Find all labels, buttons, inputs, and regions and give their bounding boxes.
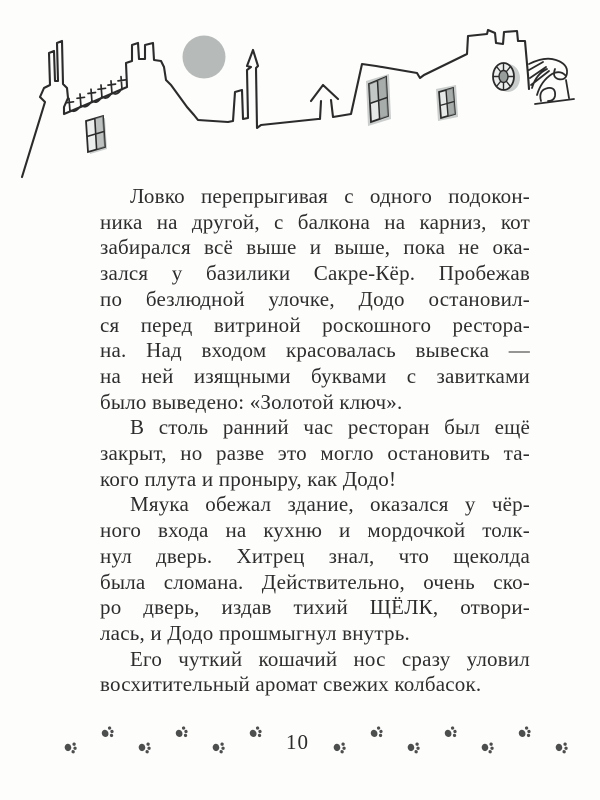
text-line: закрыт, но разве это могло остановить та- — [100, 441, 530, 466]
paw-print-icon — [517, 725, 533, 741]
text-line: ся перед витриной роскошного рестора- — [100, 312, 530, 337]
text-line: нул дверь. Хитрец знал, что щеколда — [100, 543, 530, 568]
paragraph — [100, 647, 530, 698]
paragraph — [100, 492, 530, 646]
paragraph — [100, 415, 530, 492]
paw-print-icon — [174, 725, 190, 741]
text-line: В столь ранний час ресторан был ещё — [130, 415, 530, 440]
paw-print-icon — [248, 725, 264, 741]
text-line: Мяука обежал здание, оказался у чёр- — [130, 492, 530, 517]
paw-print-icon — [332, 740, 347, 755]
text-line: восхитительный аромат свежих колбасок. — [100, 672, 482, 697]
mid-roof-window — [366, 74, 391, 126]
paw-print-icon — [443, 725, 459, 741]
paw-print-icon — [554, 740, 569, 755]
paw-print-icon — [63, 740, 78, 755]
text-line: ника на другой, с балкона на карниз, кот — [100, 209, 530, 234]
paw-print-icon — [137, 740, 152, 755]
text-line: была сломана. Действительно, очень ско- — [100, 569, 530, 594]
text-line: Ловко перепрыгивая с одного подокон- — [130, 184, 530, 208]
paw-print-icon — [406, 740, 421, 755]
text-line: забирался всё выше и выше, пока не ока- — [100, 235, 530, 260]
skylight-window — [86, 116, 107, 154]
rooftops-sketch-svg — [0, 0, 600, 185]
paw-print-icon — [480, 740, 495, 755]
text-line: на. Над входом красовалась вывеска — — [100, 338, 530, 363]
rooftops-illustration — [0, 0, 600, 185]
paw-print-icon — [211, 740, 226, 755]
text-line: зался у базилики Сакре-Кёр. Пробежав — [100, 261, 530, 286]
footer-paw-row — [64, 726, 568, 762]
moon — [183, 36, 226, 79]
paw-print-icon — [443, 725, 459, 741]
roof-railing — [66, 77, 126, 112]
paw-print-icon — [63, 740, 78, 755]
right-roof-window — [436, 85, 458, 121]
paw-print-icon — [369, 725, 385, 741]
page-number: 10 — [286, 730, 309, 754]
paw-print-icon — [100, 725, 116, 741]
paw-print-icon — [248, 725, 264, 741]
text-line: было выведено: «Золотой ключ». — [100, 389, 403, 414]
text-line: Его чуткий кошачий нос сразу уловил — [130, 646, 530, 671]
paw-print-icon — [211, 740, 226, 755]
text-line: на ней изящными буквами с завитками — [100, 363, 530, 388]
paw-print-icon — [517, 725, 533, 741]
paw-print-icon — [369, 725, 385, 741]
text-line: лась, и Додо прошмыгнул внутрь. — [100, 620, 410, 645]
story-text — [100, 184, 530, 698]
text-line: по безлюдной улочке, Додо остановил- — [100, 286, 530, 311]
paragraph — [100, 184, 530, 415]
paw-print-icon — [137, 740, 152, 755]
paw-print-icon — [554, 740, 569, 755]
paw-print-icon — [480, 740, 495, 755]
paw-print-icon — [332, 740, 347, 755]
rosette-window — [493, 63, 520, 92]
text-line: ро дверь, издав тихий ЩЁЛК, отвори- — [100, 595, 530, 620]
text-line: ного входа на кухню и мордочкой толк- — [100, 518, 530, 543]
paw-print-icon — [406, 740, 421, 755]
scroll-ornament — [529, 59, 574, 104]
paw-print-icon — [174, 725, 190, 741]
paw-print-icon — [100, 725, 116, 741]
text-line: кого плута и проныру, как Додо! — [100, 466, 397, 491]
